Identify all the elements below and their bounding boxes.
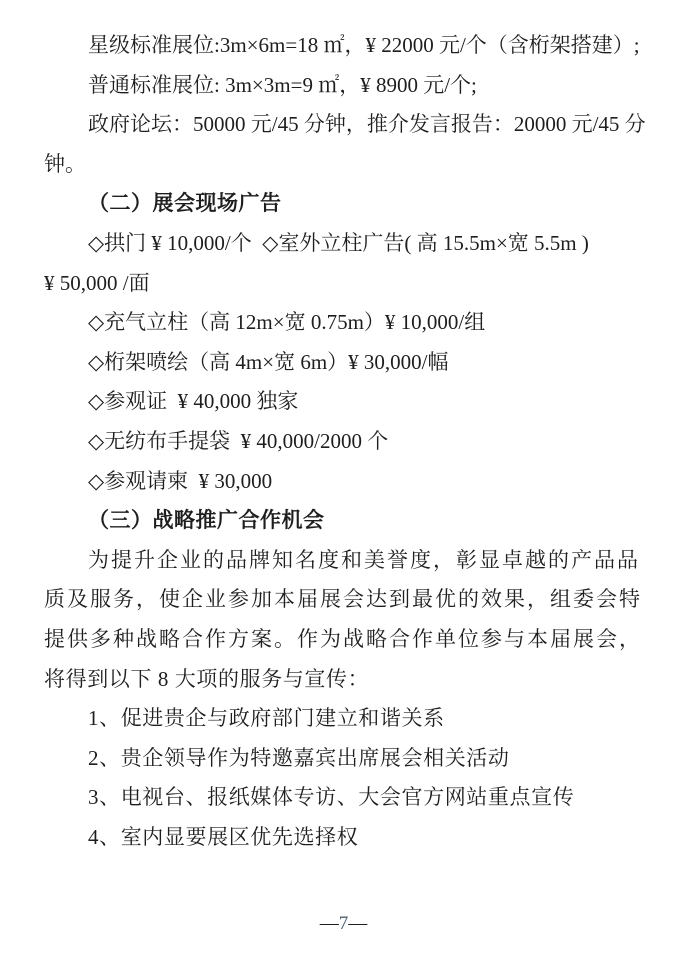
list-item-4: 4、室内显要展区优先选择权	[88, 824, 359, 849]
section-strategic-cooperation	[44, 501, 644, 857]
heading-onsite-ads: （二）展会现场广告	[88, 192, 282, 216]
section-onsite-ads	[44, 184, 644, 501]
para-strategy-line-1: 为提升企业的品牌知名度和美誉度，彰显卓越的产品品	[88, 547, 640, 572]
heading-strategic-cooperation: （三）战略推广合作机会	[88, 509, 325, 533]
page-footer	[0, 912, 687, 936]
list-item-1: 1、促进贵企与政府部门建立和谐关系	[88, 706, 445, 731]
line-nonwoven-bag: ◇无纺布手提袋 ¥ 40,000/2000 个	[88, 428, 389, 453]
line-arch-and-pillar-ads: ◇拱门 ¥ 10,000/个 ◇室外立柱广告( 高 15.5m×宽 5.5m )	[88, 230, 589, 255]
page-number: 7	[338, 913, 349, 934]
list-item-3: 3、电视台、报纸媒体专访、大会官方网站重点宣传	[88, 785, 575, 810]
line-pillar-price-continuation: ¥ 50,000 /面	[44, 270, 150, 295]
para-strategy-line-3: 提供多种战略合作方案。作为战略合作单位参与本届展会，	[44, 626, 642, 651]
line-star-booth: 星级标准展位:3m×6m=18 ㎡，¥ 22000 元/个（含桁架搭建）;	[88, 33, 640, 57]
line-gov-forum-continuation: 钟。	[44, 151, 86, 176]
para-strategy-line-2: 质及服务，使企业参加本届展会达到最优的效果，组委会特	[44, 587, 642, 612]
footer-dash-right: —	[348, 913, 368, 934]
line-truss-spray-painting: ◇桁架喷绘（高 4m×宽 6m）¥ 30,000/幅	[88, 349, 449, 374]
para-strategy-line-4: 将得到以下 8 大项的服务与宣传：	[44, 666, 370, 691]
line-standard-booth: 普通标准展位: 3m×3m=9 ㎡，¥ 8900 元/个;	[88, 72, 477, 97]
line-inflatable-column: ◇充气立柱（高 12m×宽 0.75m）¥ 10,000/组	[88, 310, 486, 335]
footer-dash-left: —	[319, 913, 339, 934]
list-item-2: 2、贵企领导作为特邀嘉宾出席展会相关活动	[88, 745, 510, 770]
line-visitor-badge: ◇参观证 ¥ 40,000 独家	[88, 389, 299, 414]
line-invitation-card: ◇参观请柬 ¥ 30,000	[88, 468, 273, 493]
line-gov-forum: 政府论坛：50000 元/45 分钟，推介发言报告：20000 元/45 分	[88, 112, 646, 137]
section-booth-pricing	[44, 26, 644, 184]
